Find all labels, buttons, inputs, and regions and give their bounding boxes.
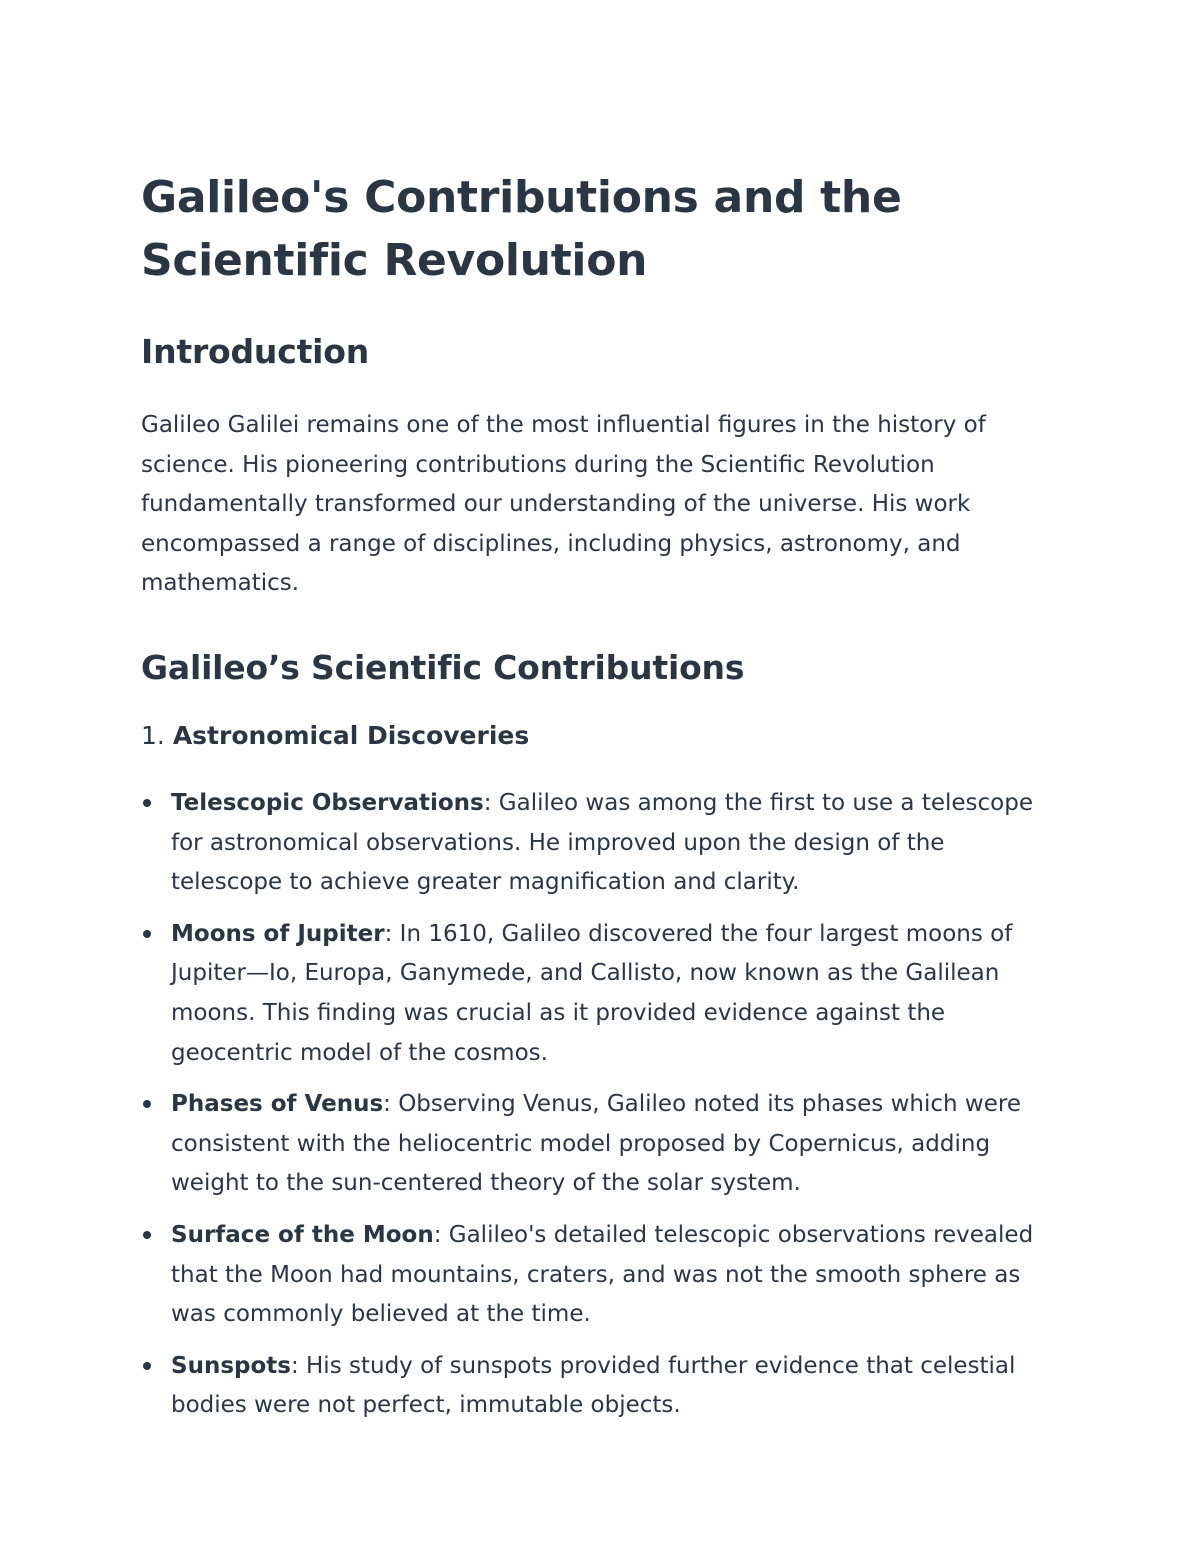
bullet-icon <box>143 1362 151 1370</box>
introduction-paragraph: Galileo Galilei remains one of the most influential figures in the history of science. His pioneering contributions during the Scientific Revolution fundamentally transformed our understanding of the universe. His work encompassed a range of disciplines, including physics, astronomy, and mathematics. <box>141 412 986 597</box>
list-item-text: Galileo was among the first to use a telescope for astronomical observations. He improved upon the design of the telescope to achieve greater magnification and clarity. <box>171 789 1033 896</box>
document-title: Galileo's Contributions and the Scientific Revolution <box>141 172 902 286</box>
list-item-phases-of-venus <box>141 1085 1060 1204</box>
discoveries-list <box>141 784 1060 1426</box>
list-item-term: Surface of the Moon <box>171 1221 434 1248</box>
list-item-separator: : <box>483 789 492 816</box>
list-item-moons-of-jupiter <box>141 915 1060 1073</box>
list-item-sunspots <box>141 1347 1060 1426</box>
bullet-icon <box>143 799 151 807</box>
list-item-term: Sunspots <box>171 1352 291 1379</box>
bullet-icon <box>143 1231 151 1239</box>
subsection-title: Astronomical Discoveries <box>172 720 530 750</box>
list-item-separator: : <box>383 1091 391 1118</box>
section-heading-introduction: Introduction <box>141 332 370 371</box>
subsection-heading-astronomical-discoveries <box>141 718 1060 754</box>
subsection-number: 1. <box>141 720 165 750</box>
list-item-text: Galileo's detailed telescopic observations revealed that the Moon had mountains, craters, and was not the smooth sphere as was commonly believed at the time. <box>171 1221 1034 1328</box>
list-item-term: Phases of Venus <box>171 1091 384 1118</box>
section-heading-contributions: Galileo’s Scientific Contributions <box>141 647 745 687</box>
list-item-telescopic-observations <box>141 784 1060 903</box>
list-item-term: Telescopic Observations <box>171 789 484 816</box>
bullet-icon <box>143 1100 151 1108</box>
list-item-surface-of-the-moon <box>141 1216 1060 1335</box>
list-item-separator: : <box>384 920 393 947</box>
list-item-text: His study of sunspots provided further evidence that celestial bodies were not perfect, immutable objects. <box>171 1352 1016 1419</box>
list-item-text: Observing Venus, Galileo noted its phases which were consistent with the heliocentric model proposed by Copernicus, adding weight to the sun-centered theory of the solar system. <box>171 1091 1021 1197</box>
list-item-separator: : <box>290 1352 299 1379</box>
list-item-separator: : <box>433 1221 442 1248</box>
list-item-term: Moons of Jupiter <box>171 920 385 947</box>
bullet-icon <box>143 930 151 938</box>
list-item-text: In 1610, Galileo discovered the four largest moons of Jupiter—Io, Europa, Ganymede, and Callisto, now known as the Galilean moons. This finding was crucial as it provided evidence against the geocentric model of the cosmos. <box>171 920 1013 1066</box>
